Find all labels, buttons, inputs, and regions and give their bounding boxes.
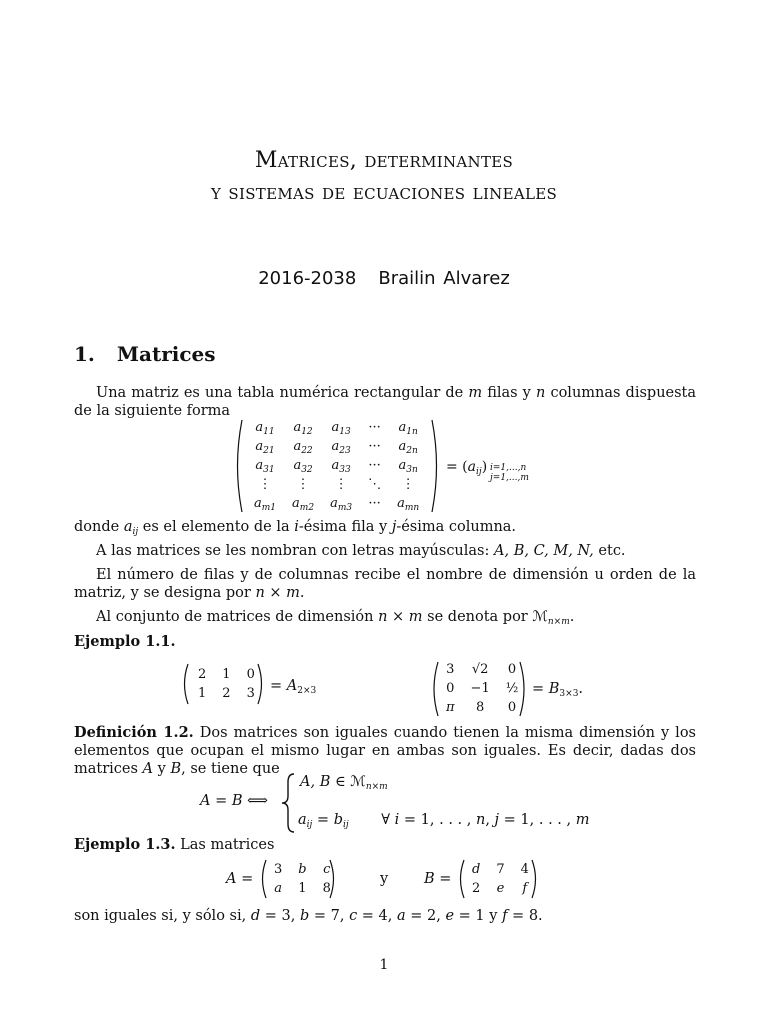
conclusion-line: son iguales si, y sólo si, d = 3, b = 7, c = 4, a = 2, e = 1 y f = 8.	[74, 908, 543, 924]
matrix-a-table: 2 1 0 1 2 3	[198, 666, 255, 701]
conclusion-text: son iguales si, y sólo si,	[74, 908, 247, 924]
example-3-line	[74, 836, 274, 854]
dim-text: El número de filas y de columnas recibe el nombre de dimensión u orden de la matriz, y se designa por	[74, 567, 696, 601]
example3-y: y	[380, 871, 389, 887]
example3-matrix-a-table: 3 b c a 1 8	[274, 861, 331, 896]
donde-c: -ésima fila y	[298, 519, 388, 535]
intro-text-a: Una matriz es una tabla numérica rectangular de	[96, 385, 464, 401]
author-line	[0, 270, 768, 288]
general-matrix-indices	[490, 463, 529, 483]
conclusion-y: y	[489, 908, 498, 924]
example-3-label: Ejemplo 1.3.	[74, 836, 176, 853]
definition-brace	[280, 772, 296, 834]
matrix-row: $a_{m1}$ $a_{m2}$ $a_{m3}$ ··· $a_{mn}$	[254, 495, 420, 513]
example1-name-b: = $B_{3\times 3}$.	[532, 681, 584, 699]
example-3-text: Las matrices	[180, 837, 275, 853]
definition-case2: $a_{ij} = b_{ij}$ ∀ i = 1, . . . , n, j = 1, . . . , m	[298, 812, 590, 830]
example3-matrix-b-table: d 7 4 2 e f	[472, 861, 529, 896]
names-letters: A, B, C, M, N,	[494, 543, 594, 559]
definition-text-b: y	[157, 761, 166, 777]
index-i: i=1,...,n	[490, 463, 527, 473]
donde-d: -ésima columna.	[396, 519, 517, 535]
general-matrix-table	[246, 418, 427, 513]
author-name: Brailin Alvarez	[378, 268, 510, 289]
intro-paragraph: Una matriz es una tabla numérica rectangular de m filas y n columnas dispuesta de la siguiente forma	[74, 385, 697, 419]
names-end: etc.	[598, 543, 626, 559]
definition-paragraph: Definición 1.2. Dos matrices son iguales cuando tienen la misma dimensión y los elementos que ocupan el mismo lugar en ambas son iguales. Es decir, dadas dos matrices A y B, se tiene que	[74, 724, 696, 777]
doc-title-line2: y sistemas de ecuaciones lineales	[210, 180, 558, 205]
definition-label: Definición 1.2.	[74, 724, 194, 741]
names-paragraph	[74, 542, 696, 560]
matrix-row: $a_{21}$ $a_{22}$ $a_{23}$ ··· $a_{2n}$	[255, 438, 418, 456]
index-j: j=1,...,m	[490, 473, 529, 483]
page-number: 1	[379, 957, 389, 973]
definition-text-c: , se tiene que	[181, 761, 280, 777]
donde-a: donde	[74, 519, 120, 535]
intro-text-b: filas y	[487, 385, 531, 401]
donde-b: es el elemento de la	[142, 519, 290, 535]
matrix-row: $a_{31}$ $a_{32}$ $a_{33}$ ··· $a_{3n}$	[255, 457, 418, 475]
dimension-paragraph: El número de filas y de columnas recibe el nombre de dimensión u orden de la matriz, y se designa por n × m.	[74, 567, 696, 601]
conjunto-text-b: se denota por	[427, 609, 528, 625]
definition-text: Dos matrices son iguales cuando tienen la misma dimensión y los elementos que ocupan el mismo lugar en ambas son iguales. Es decir, dadas dos matrices	[74, 725, 696, 777]
example-1-label: Ejemplo 1.1.	[74, 633, 176, 650]
section-number: 1.	[74, 342, 95, 366]
example1-name-a: = $A_{2\times 3}$	[270, 678, 317, 696]
donde-paragraph: donde $a_{ij}$ es el elemento de la i-ésima fila y j-ésima columna.	[74, 519, 517, 537]
matrix-b-table: 3 √2 0 0 −1 ½ π 8 0	[446, 661, 519, 715]
author-id: 2016-2038	[258, 268, 357, 289]
conjunto-paragraph: Al conjunto de matrices de dimensión n × m se denota por ℳ$_{n\times m}$.	[96, 609, 575, 627]
intro-text-c: columnas dispuesta de la siguiente forma	[74, 385, 697, 419]
general-matrix-equals: = $(a_{ij})$	[446, 459, 488, 477]
matrix-row: $a_{11}$ $a_{12}$ $a_{13}$ ··· $a_{1n}$	[255, 419, 418, 437]
section-heading	[74, 342, 216, 366]
definition-case1: A, B ∈ ℳ$_{n\times m}$	[300, 774, 388, 792]
doc-title-line1: Matrices, determinantes	[254, 148, 514, 173]
section-title: Matrices	[116, 342, 216, 366]
matrix-row: ⋮ ⋮ ⋮ ⋱ ⋮	[258, 476, 415, 492]
example3-lhs-a: A =	[226, 871, 254, 887]
names-text: A las matrices se les nombran con letras mayúsculas:	[96, 543, 490, 559]
conjunto-text: Al conjunto de matrices de dimensión	[96, 609, 374, 625]
definition-lhs: A = B ⟺	[200, 793, 268, 809]
example3-lhs-b: B =	[424, 871, 452, 887]
